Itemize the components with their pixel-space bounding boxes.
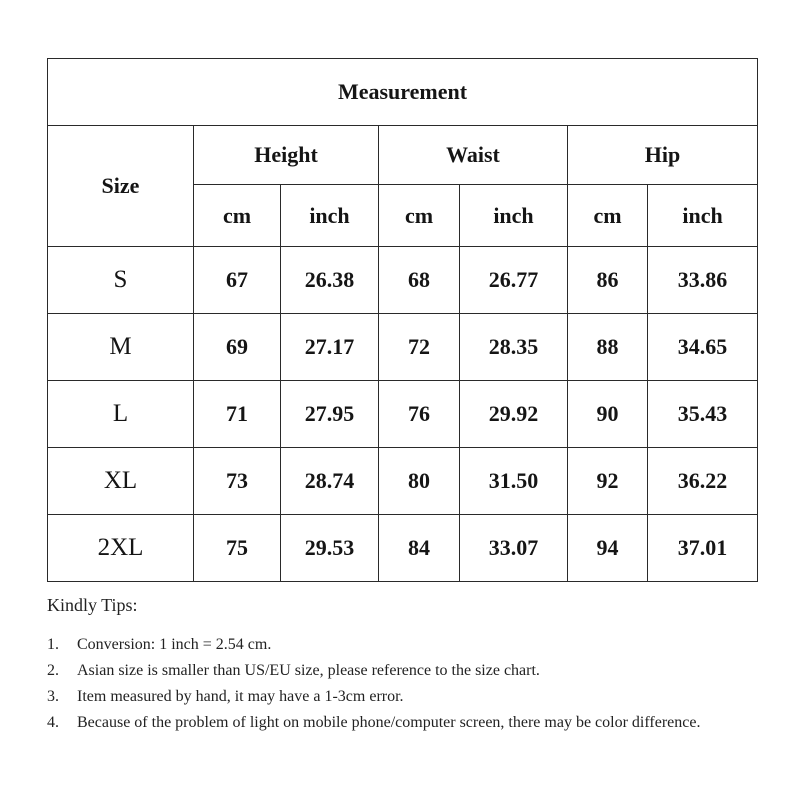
table-cell: 76: [379, 381, 460, 448]
table-cell: 69: [194, 314, 281, 381]
size-chart-table: [47, 58, 758, 582]
tips-section: [47, 592, 757, 736]
tip-item: [47, 658, 757, 684]
unit-header: cm: [379, 185, 460, 247]
tip-item: [47, 632, 757, 658]
table-cell: 88: [568, 314, 648, 381]
tip-number: 2.: [47, 662, 59, 679]
table-cell: 73: [194, 448, 281, 515]
table-cell: 86: [568, 247, 648, 314]
unit-header: inch: [460, 185, 568, 247]
table-cell: 26.38: [281, 247, 379, 314]
tip-number: 3.: [47, 688, 59, 705]
table-row: [48, 381, 758, 448]
table-cell: 72: [379, 314, 460, 381]
table-row: [48, 247, 758, 314]
table-cell: 27.95: [281, 381, 379, 448]
table-cell: 26.77: [460, 247, 568, 314]
tip-item: [47, 684, 757, 710]
group-header-hip: Hip: [568, 126, 758, 185]
unit-header: cm: [568, 185, 648, 247]
table-row: [48, 314, 758, 381]
size-label: 2XL: [48, 515, 194, 582]
size-label: XL: [48, 448, 194, 515]
group-header-height: Height: [194, 126, 379, 185]
table-cell: 67: [194, 247, 281, 314]
table-cell: 35.43: [648, 381, 758, 448]
table-cell: 94: [568, 515, 648, 582]
table-cell: 92: [568, 448, 648, 515]
table-cell: 90: [568, 381, 648, 448]
tip-number: 1.: [47, 636, 59, 653]
unit-header: inch: [648, 185, 758, 247]
size-label: S: [48, 247, 194, 314]
table-cell: 71: [194, 381, 281, 448]
table-cell: 36.22: [648, 448, 758, 515]
group-header-waist: Waist: [379, 126, 568, 185]
tips-title: Kindly Tips:: [47, 595, 138, 615]
table-cell: 84: [379, 515, 460, 582]
table-cell: 68: [379, 247, 460, 314]
size-label: L: [48, 381, 194, 448]
table-cell: 37.01: [648, 515, 758, 582]
table-cell: 27.17: [281, 314, 379, 381]
unit-header: inch: [281, 185, 379, 247]
tip-text: Because of the problem of light on mobile phone/computer screen, there may be color difference.: [77, 714, 701, 731]
tip-item: [47, 710, 757, 736]
table-cell: 75: [194, 515, 281, 582]
table-cell: 80: [379, 448, 460, 515]
tip-text: Item measured by hand, it may have a 1-3cm error.: [77, 688, 404, 705]
size-column-header: Size: [48, 126, 194, 247]
table-title: Measurement: [48, 59, 758, 126]
table-row: [48, 515, 758, 582]
table-cell: 28.74: [281, 448, 379, 515]
table-cell: 29.53: [281, 515, 379, 582]
tip-text: Conversion: 1 inch = 2.54 cm.: [77, 636, 272, 653]
table-cell: 31.50: [460, 448, 568, 515]
unit-header: cm: [194, 185, 281, 247]
tip-number: 4.: [47, 714, 59, 731]
table-row: [48, 448, 758, 515]
tips-list: [47, 632, 757, 736]
table-cell: 33.07: [460, 515, 568, 582]
size-label: M: [48, 314, 194, 381]
table-cell: 34.65: [648, 314, 758, 381]
table-cell: 28.35: [460, 314, 568, 381]
table-cell: 29.92: [460, 381, 568, 448]
table-cell: 33.86: [648, 247, 758, 314]
tip-text: Asian size is smaller than US/EU size, please reference to the size chart.: [77, 662, 540, 679]
